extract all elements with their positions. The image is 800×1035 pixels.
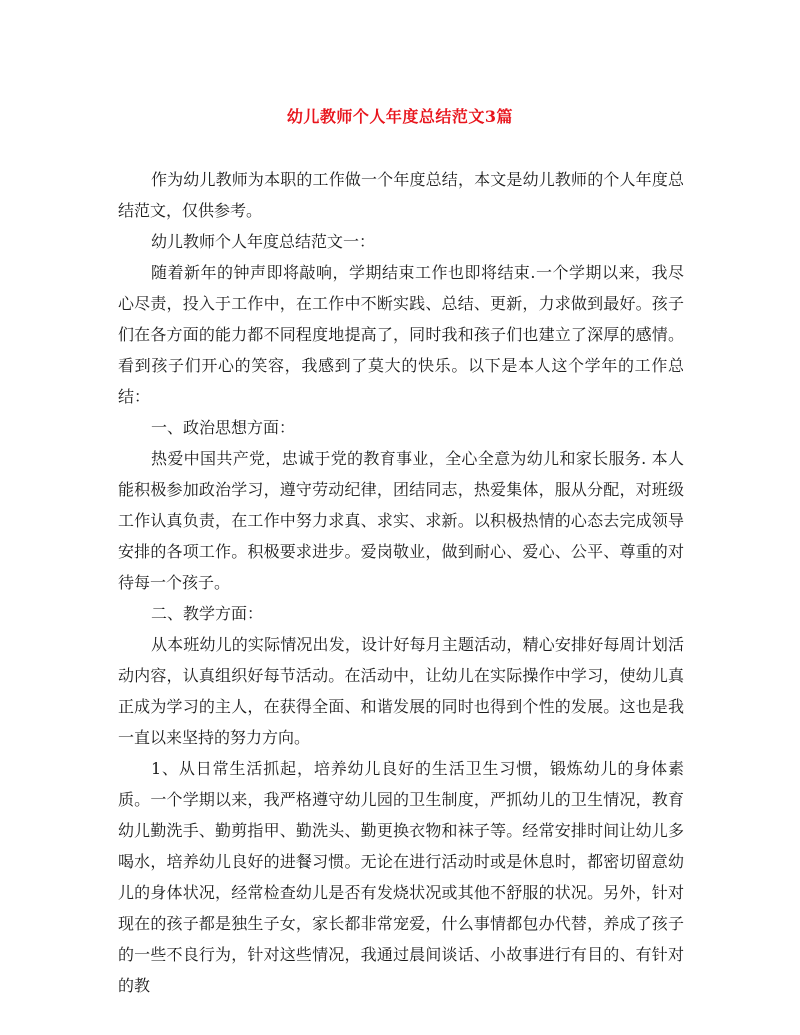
section-politics-heading: 一、政治思想方面：: [151, 418, 296, 437]
section-teaching-heading: 二、教学方面：: [151, 604, 264, 623]
section-teaching-paragraph: 从本班幼儿的实际情况出发，设计好每月主题活动，精心安排好每周计划活动内容，认真组织好每节活动。在活动中，让幼儿在实际操作中学习，使幼儿真正成为学习的主人，在获得全面、和谐发展的同时也得到个性的发展。这也是我一直以来坚持的努力方向。: [118, 635, 684, 747]
section-politics-paragraph: 热爱中国共产党，忠诚于党的教育事业，全心全意为幼儿和家长服务. 本人能积极参加政治学习，遵守劳动纪律，团结同志，热爱集体，服从分配，对班级工作认真负责，在工作中努力求真、求实、求新。以积极热情的心态去完成领导安排的各项工作。积极要求进步。爱岗敬业，做到耐心、爱心、公平、尊重的对待每一个孩子。: [118, 449, 684, 592]
sample-one-heading: 幼儿教师个人年度总结范文一：: [151, 232, 376, 251]
opening-paragraph: 随着新年的钟声即将敲响，学期结束工作也即将结束.一个学期以来，我尽心尽责，投入于工作中，在工作中不断实践、总结、更新，力求做到最好。孩子们在各方面的能力都不同程度地提高了，同时我和孩子们也建立了深厚的感情。看到孩子们开心的笑容，我感到了莫大的快乐。以下是本人这个学年的工作总结：: [118, 263, 684, 406]
document-title: 幼儿教师个人年度总结范文3篇: [286, 107, 514, 126]
intro-paragraph: 作为幼儿教师为本职的工作做一个年度总结，本文是幼儿教师的个人年度总结范文，仅供参考。: [118, 170, 684, 220]
document-body: [118, 164, 684, 1001]
item-one-paragraph: 1、从日常生活抓起，培养幼儿良好的生活卫生习惯，锻炼幼儿的身体素质。一个学期以来，我严格遵守幼儿园的卫生制度，严抓幼儿的卫生情况，教育幼儿勤洗手、勤剪指甲、勤洗头、勤更换衣物和袜子等。经常安排时间让幼儿多喝水，培养幼儿良好的进餐习惯。无论在进行活动时或是休息时，都密切留意幼儿的身体状况，经常检查幼儿是否有发烧状况或其他不舒服的状况。另外，针对现在的孩子都是独生子女，家长都非常宠爱，什么事情都包办代替，养成了孩子的一些不良行为，针对这些情况，我通过晨间谈话、小故事进行有目的、有针对的教: [118, 759, 684, 995]
